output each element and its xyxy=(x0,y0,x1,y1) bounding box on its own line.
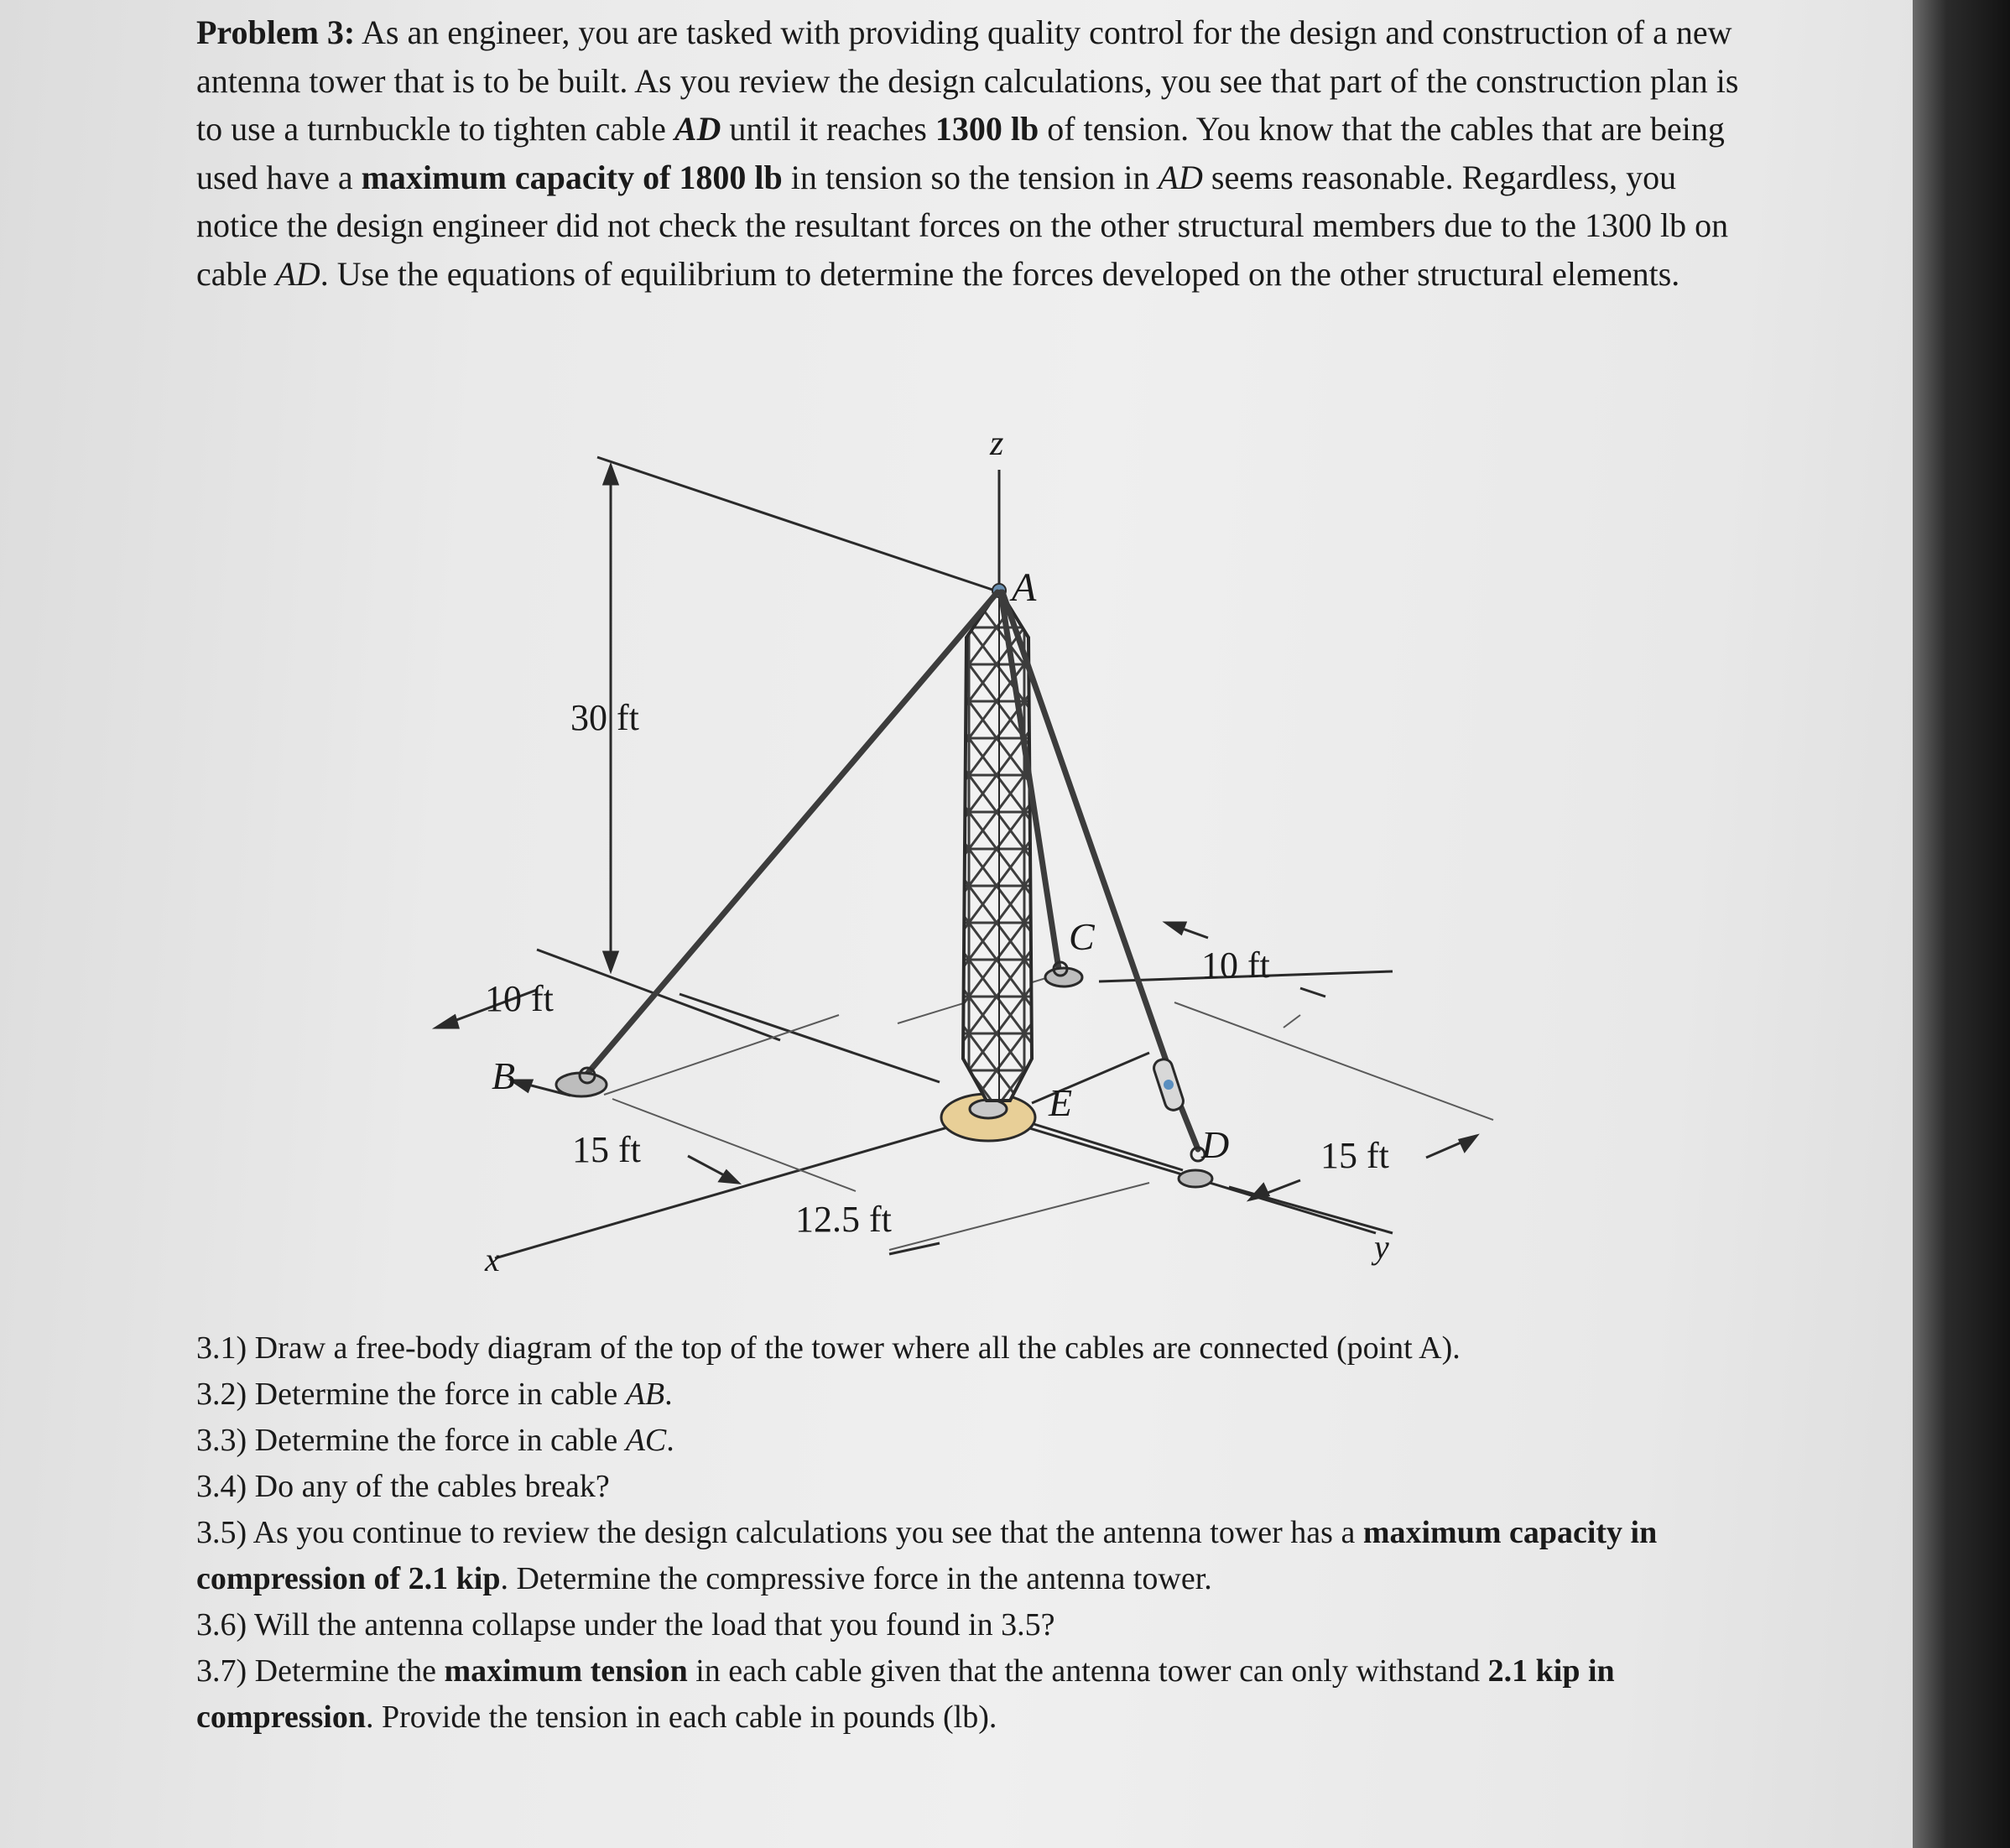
height-dimension xyxy=(597,457,1000,971)
antenna-tower-figure xyxy=(0,403,1913,1309)
cable-ad-ref: AD xyxy=(674,110,721,148)
antenna-tower xyxy=(963,590,1032,1101)
dim-b-x: 15 ft xyxy=(572,1129,641,1170)
b-line-left xyxy=(537,950,780,1040)
cable-ab xyxy=(587,592,997,1074)
tower-base-pin xyxy=(970,1100,1007,1118)
label-d: D xyxy=(1201,1123,1230,1166)
problem-text-2: until it reaches xyxy=(721,110,935,148)
cable-ad-ref-3: AD xyxy=(275,254,320,293)
dim-c-offset: 10 ft xyxy=(1201,945,1270,986)
ground-lines xyxy=(495,950,1393,1258)
problem-text-6: . Use the equations of equilibrium to determine the forces developed on the other structural elements. xyxy=(320,254,1680,293)
anchor-c xyxy=(1045,962,1082,986)
tension-value: 1300 lb xyxy=(935,110,1039,148)
dim-d-x: 12.5 ft xyxy=(795,1199,892,1240)
problem-text-4: in tension so the tension in xyxy=(782,158,1159,196)
question-3-5: 3.5) As you continue to review the design calculations you see that the antenna tower has a maximum capacity in compression of 2.1 kip. Determine the compressive force in the antenna tower. xyxy=(196,1515,1658,1596)
question-3-4: 3.4) Do any of the cables break? xyxy=(196,1469,610,1504)
question-3-6: 3.6) Will the antenna collapse under the load that you found in 3.5? xyxy=(196,1607,1055,1642)
problem-text-5: seems reasonable. Regardless, you notice the design engineer did not check the resultant forces on the other structural members due to the 1300 lb on cable xyxy=(196,158,1729,293)
label-b: B xyxy=(492,1054,516,1097)
problem-statement xyxy=(196,8,1757,298)
label-e: E xyxy=(1049,1081,1073,1124)
dim-b-offset: 10 ft xyxy=(485,978,554,1019)
x-axis xyxy=(495,1116,988,1258)
dim-d-y: 15 ft xyxy=(1320,1135,1389,1176)
question-3-2: 3.2) Determine the force in cable AB. xyxy=(196,1377,673,1412)
problem-label: Problem 3: xyxy=(196,13,356,51)
label-c: C xyxy=(1069,915,1095,958)
anchor-b xyxy=(556,1068,607,1096)
cable-ad-lower xyxy=(1181,1107,1198,1149)
dimension-labels xyxy=(485,697,1389,1240)
page-edge-shadow xyxy=(1913,0,2010,1848)
label-z: z xyxy=(990,424,1004,463)
question-3-1: 3.1) Draw a free-body diagram of the top of the tower where all the cables are connected (point A). xyxy=(196,1330,1461,1366)
question-3-7: 3.7) Determine the maximum tension in each cable given that the antenna tower can only withstand 2.1 kip in compression. Provide the tension in each cable in pounds (lb). xyxy=(196,1653,1615,1735)
label-x: x xyxy=(485,1241,500,1278)
turnbuckle xyxy=(1152,1057,1185,1112)
cable-ad-ref-2: AD xyxy=(1158,158,1203,196)
problem-text-1: As an engineer, you are tasked with providing quality control for the design and construction of a new antenna tower that is to be built. As you review the design calculations, you see that part of the construction plan is to use a turnbuckle to tighten cable xyxy=(196,13,1739,148)
question-3-3: 3.3) Determine the force in cable AC. xyxy=(196,1423,674,1458)
base-line-b xyxy=(680,994,940,1082)
label-a: A xyxy=(1012,565,1037,610)
problem-text-3: of tension. You know that the cables that are being used have a xyxy=(196,110,1725,196)
question-list xyxy=(196,1325,1706,1741)
dim-height: 30 ft xyxy=(570,697,639,738)
label-y: y xyxy=(1374,1228,1389,1266)
capacity-phrase: maximum capacity of 1800 lb xyxy=(361,158,783,196)
